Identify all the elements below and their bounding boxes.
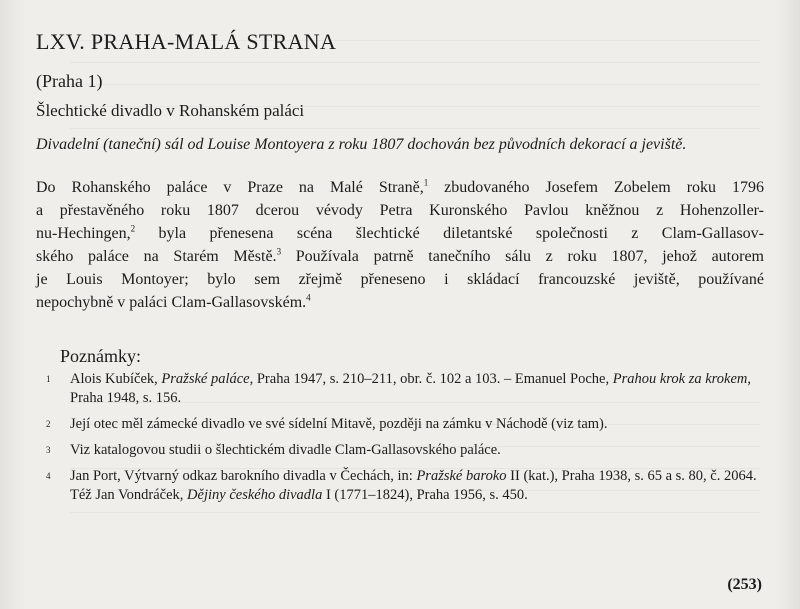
- note-number: 4: [46, 471, 51, 481]
- footnote-ref-1[interactable]: 1: [423, 177, 429, 188]
- note-title-italic: Prahou krok za krokem: [612, 371, 748, 387]
- footnote-ref-4[interactable]: 4: [306, 292, 311, 303]
- note-title-italic: Dějiny českého divadla: [187, 487, 323, 503]
- note-text: Viz katalogovou studii o šlechtickém divadle Clam-Gallasovského paláce.: [70, 442, 501, 458]
- body-text-segment: nu-Hechingen,: [36, 225, 131, 242]
- body-line: [36, 245, 764, 268]
- note-title-italic: Pražské baroko: [416, 468, 507, 484]
- footnote-ref-2[interactable]: 2: [130, 223, 136, 234]
- notes-heading: Poznámky:: [60, 346, 141, 366]
- page-content: [36, 28, 770, 505]
- body-paragraph: [36, 176, 764, 314]
- body-line: [36, 199, 764, 222]
- note-title-italic: Pražské paláce: [161, 371, 250, 387]
- section-subtitle: Šlechtické divadlo v Rohanském paláci: [36, 101, 305, 120]
- note-text: Jan Port, Výtvarný odkaz barokního divadla v Čechách, in:: [70, 468, 417, 484]
- body-text-segment: zbudovaného Josefem Zobelem roku 1796: [428, 179, 764, 196]
- note-number: 1: [46, 374, 51, 384]
- note-text: Její otec měl zámecké divadlo ve své sídelní Mitavě, později na zámku v Náchodě (viz tam).: [70, 416, 608, 432]
- body-line: [36, 268, 764, 291]
- note-3: [36, 441, 770, 460]
- notes-section: [36, 344, 770, 505]
- note-text: , Praha 1948, s. 156.: [70, 371, 751, 406]
- bleed-through-line: [70, 512, 760, 513]
- chapter-title: LXV. PRAHA-MALÁ STRANA: [36, 29, 337, 54]
- body-text-segment: Používala patrně tanečního sálu z roku 1807, jehož autorem: [281, 248, 765, 265]
- note-text: I (1771–1824), Praha 1956, s. 450.: [322, 487, 528, 503]
- body-text-segment: Do Rohanského paláce v Praze na Malé Straně,: [36, 179, 424, 196]
- section-description: Divadelní (taneční) sál od Louise Montoyera z roku 1807 dochován bez původních dekorací a jeviště.: [36, 136, 687, 153]
- body-text-segment: byla přenesena scéna šlechtické diletantské společnosti z Clam-Gallasov-: [135, 225, 764, 242]
- body-line: [36, 176, 764, 199]
- page-number: (253): [727, 576, 762, 593]
- body-text-segment: ského paláce na Starém Městě.: [36, 248, 277, 265]
- note-number: 3: [46, 445, 51, 455]
- note-text: Alois Kubíček,: [70, 371, 162, 387]
- district-label: (Praha 1): [36, 71, 103, 91]
- footnote-ref-3[interactable]: 3: [276, 246, 282, 257]
- body-line: [36, 291, 764, 314]
- note-1: [36, 370, 770, 408]
- note-2: [36, 415, 770, 434]
- note-text: , Praha 1947, s. 210–211, obr. č. 102 a 103. – Emanuel Poche,: [249, 371, 613, 387]
- note-number: 2: [46, 419, 51, 429]
- note-4: [36, 467, 770, 505]
- body-text-segment: a přestavěného roku 1807 dcerou vévody Petra Kuronského Pavlou kněžnou z Hohenzoller-: [36, 202, 764, 219]
- body-line: [36, 222, 764, 245]
- body-text-segment: nepochybně v paláci Clam-Gallasovském.: [36, 294, 307, 311]
- note-text: II (kat.), Praha 1938, s. 65 a s. 80, č. 2064. Též Jan Vondráček,: [70, 468, 757, 503]
- body-text-segment: je Louis Montoyer; bylo sem zřejmě přeneseno i skládací francouzské jeviště, používané: [36, 271, 764, 288]
